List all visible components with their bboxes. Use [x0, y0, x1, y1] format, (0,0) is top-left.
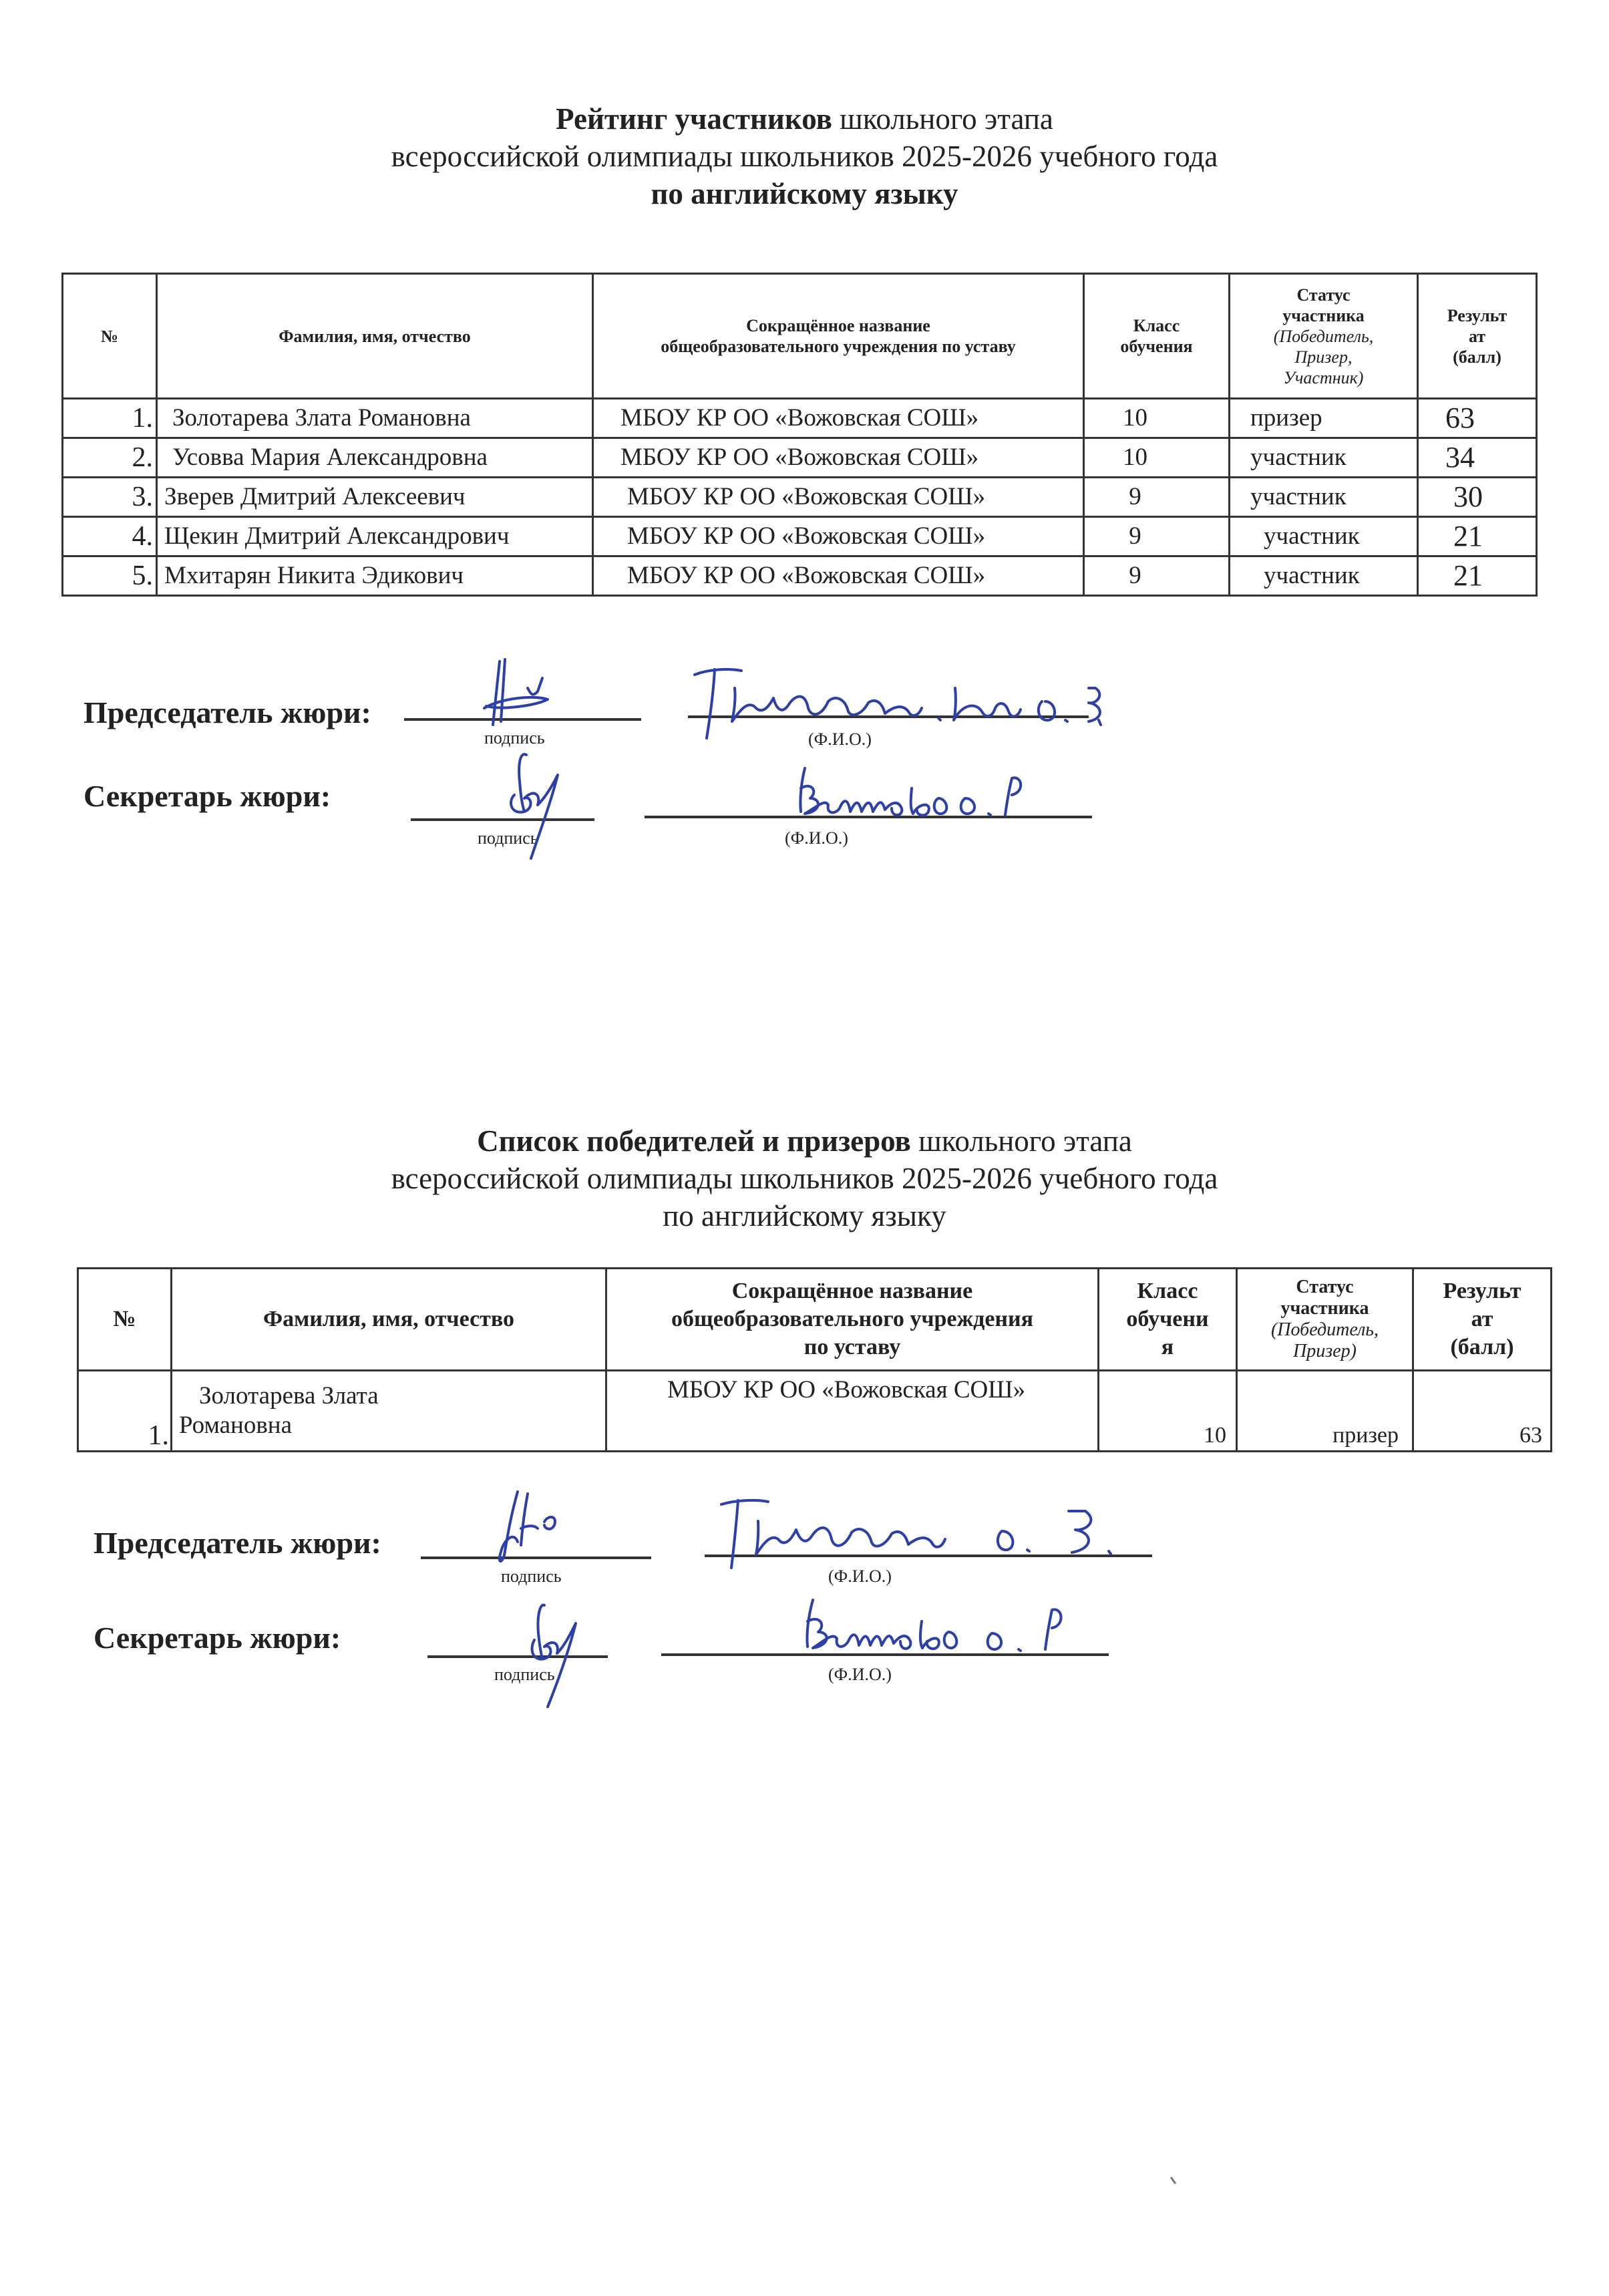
- cell-class: 9: [1084, 556, 1230, 596]
- cell-status: призер: [1237, 1371, 1413, 1452]
- cell-result: 21: [1418, 556, 1537, 596]
- chair-signature-mark-2: [481, 1488, 574, 1569]
- winners-subject: по английскому языку: [663, 1199, 946, 1233]
- scan-speck: [1170, 2176, 1176, 2184]
- chair-fio-caption-2: (Ф.И.О.): [828, 1567, 892, 1586]
- secretary-signature-caption: подпись: [478, 828, 538, 848]
- header-status-line: (Победитель,: [1270, 1319, 1379, 1340]
- header-org-line: Сокращённое название: [731, 1279, 973, 1303]
- header-result-line: (балл): [1453, 347, 1501, 367]
- table-row: [63, 438, 1537, 478]
- header-status-line: Призер): [1293, 1341, 1357, 1361]
- cell-org: МБОУ КР ОО «Вожовская СОШ»: [593, 438, 1084, 478]
- header-status-line: Призер,: [1294, 347, 1353, 367]
- secretary-fio-caption: (Ф.И.О.): [785, 828, 848, 848]
- header-result: [1418, 274, 1537, 399]
- cell-result: 34: [1418, 438, 1537, 478]
- cell-class: 9: [1084, 478, 1230, 517]
- secretary-fio-caption-2: (Ф.И.О.): [828, 1665, 892, 1684]
- cell-class: 10: [1099, 1371, 1237, 1452]
- header-status-line: Статус: [1296, 285, 1351, 305]
- header-status-line: Статус: [1296, 1277, 1354, 1297]
- cell-status: призер: [1230, 399, 1418, 438]
- cell-status: участник: [1230, 556, 1418, 596]
- cell-status: участник: [1230, 438, 1418, 478]
- cell-num: 1.: [63, 399, 157, 438]
- winners-title-block: [0, 1122, 1609, 1235]
- cell-org: МБОУ КР ОО «Вожовская СОШ»: [606, 1371, 1099, 1452]
- header-org: [606, 1269, 1099, 1371]
- header-status-line: Участник): [1283, 367, 1364, 387]
- header-org-line: общеобразовательного учреждения: [671, 1307, 1034, 1331]
- header-org: [593, 274, 1084, 399]
- rating-table-header: [63, 274, 1537, 399]
- cell-name-line: Золотарева Злата: [199, 1382, 379, 1410]
- header-status: [1237, 1269, 1413, 1371]
- cell-result: 63: [1413, 1371, 1552, 1452]
- cell-org: МБОУ КР ОО «Вожовская СОШ»: [593, 556, 1084, 596]
- winners-title-rest: школьного этапа: [910, 1124, 1132, 1158]
- header-name: Фамилия, имя, отчество: [172, 1269, 606, 1371]
- header-status-line: (Победитель,: [1273, 326, 1374, 346]
- header-num: №: [63, 274, 157, 399]
- winners-title: [0, 1122, 1609, 1160]
- cell-org: МБОУ КР ОО «Вожовская СОШ»: [593, 399, 1084, 438]
- header-num: №: [78, 1269, 172, 1371]
- header-status: [1230, 274, 1418, 399]
- cell-name: Усовва Мария Александровна: [157, 438, 593, 478]
- cell-num: 2.: [63, 438, 157, 478]
- rating-title-block: [0, 100, 1609, 212]
- cell-num: 3.: [63, 478, 157, 517]
- chair-fio-handwriting-2: [708, 1491, 1182, 1571]
- rating-title-rest: школьного этапа: [832, 102, 1053, 136]
- secretary-signature-caption-2: подпись: [494, 1665, 555, 1684]
- cell-result: 21: [1418, 517, 1537, 556]
- secretary-fio-handwriting: [791, 762, 1105, 825]
- cell-status: участник: [1230, 478, 1418, 517]
- cell-num: 1.: [78, 1371, 172, 1452]
- table-row: [63, 556, 1537, 596]
- cell-num: 4.: [63, 517, 157, 556]
- header-status-line: участника: [1282, 305, 1365, 325]
- table-row: [78, 1371, 1552, 1452]
- chair-signature-caption: подпись: [484, 728, 545, 748]
- header-org-line: по уставу: [803, 1335, 901, 1359]
- table-row: [63, 399, 1537, 438]
- header-result-line: ат: [1471, 1307, 1493, 1331]
- header-org-line: общеобразовательного учреждения по уставу: [661, 337, 1016, 356]
- header-class-line: обучени: [1126, 1307, 1209, 1331]
- secretary-fio-handwriting-2: [798, 1593, 1112, 1660]
- winners-title-bold: Список победителей и призеров: [477, 1124, 911, 1158]
- cell-org: МБОУ КР ОО «Вожовская СОШ»: [593, 478, 1084, 517]
- winners-subtitle: всероссийской олимпиады школьников 2025-2026 учебного года: [391, 1162, 1218, 1195]
- cell-class: 10: [1084, 438, 1230, 478]
- header-result-line: ат: [1468, 326, 1486, 346]
- secretary-signature-mark: [494, 748, 574, 862]
- header-result: [1413, 1269, 1552, 1371]
- rating-title: [0, 100, 1609, 138]
- table-row: [63, 478, 1537, 517]
- header-name: Фамилия, имя, отчество: [157, 274, 593, 399]
- header-result-line: Результ: [1443, 1279, 1522, 1303]
- chair-label-2: Председатель жюри:: [94, 1526, 381, 1560]
- cell-num: 5.: [63, 556, 157, 596]
- cell-class: 9: [1084, 517, 1230, 556]
- header-class-line: Класс: [1137, 1279, 1198, 1303]
- table-row: [63, 517, 1537, 556]
- rating-subject: по английскому языку: [651, 177, 958, 210]
- rating-title-bold: Рейтинг участников: [556, 102, 832, 136]
- cell-name: Зверев Дмитрий Алексеевич: [157, 478, 593, 517]
- chair-signature-caption-2: подпись: [501, 1567, 562, 1586]
- chair-signature-mark: [481, 658, 561, 731]
- header-class-line: я: [1161, 1335, 1174, 1359]
- header-class-line: Класс: [1133, 316, 1180, 335]
- chair-fio-handwriting: [688, 661, 1169, 742]
- header-class: [1084, 274, 1230, 399]
- winners-table: [77, 1267, 1552, 1452]
- cell-name: Щекин Дмитрий Александрович: [157, 517, 593, 556]
- header-class: [1099, 1269, 1237, 1371]
- header-status-line: участника: [1280, 1298, 1369, 1319]
- rating-table: [61, 273, 1538, 597]
- cell-org: МБОУ КР ОО «Вожовская СОШ»: [593, 517, 1084, 556]
- cell-name-line: Романовна: [179, 1412, 293, 1439]
- winners-table-header: [78, 1269, 1552, 1371]
- rating-subtitle: всероссийской олимпиады школьников 2025-2026 учебного года: [391, 140, 1218, 173]
- cell-name: Мхитарян Никита Эдикович: [157, 556, 593, 596]
- secretary-label: Секретарь жюри:: [83, 779, 331, 813]
- header-class-line: обучения: [1120, 337, 1193, 356]
- secretary-signature-mark-2: [514, 1600, 588, 1710]
- cell-result: 30: [1418, 478, 1537, 517]
- header-org-line: Сокращённое название: [746, 316, 930, 335]
- cell-class: 10: [1084, 399, 1230, 438]
- cell-result: 63: [1418, 399, 1537, 438]
- secretary-label-2: Секретарь жюри:: [94, 1621, 341, 1655]
- cell-name: Золотарева Злата Романовна: [157, 399, 593, 438]
- cell-name: [172, 1371, 606, 1452]
- chair-label: Председатель жюри:: [83, 695, 371, 729]
- cell-status: участник: [1230, 517, 1418, 556]
- header-result-line: Результ: [1447, 305, 1507, 325]
- header-result-line: (балл): [1450, 1335, 1514, 1359]
- chair-fio-caption: (Ф.И.О.): [808, 729, 872, 749]
